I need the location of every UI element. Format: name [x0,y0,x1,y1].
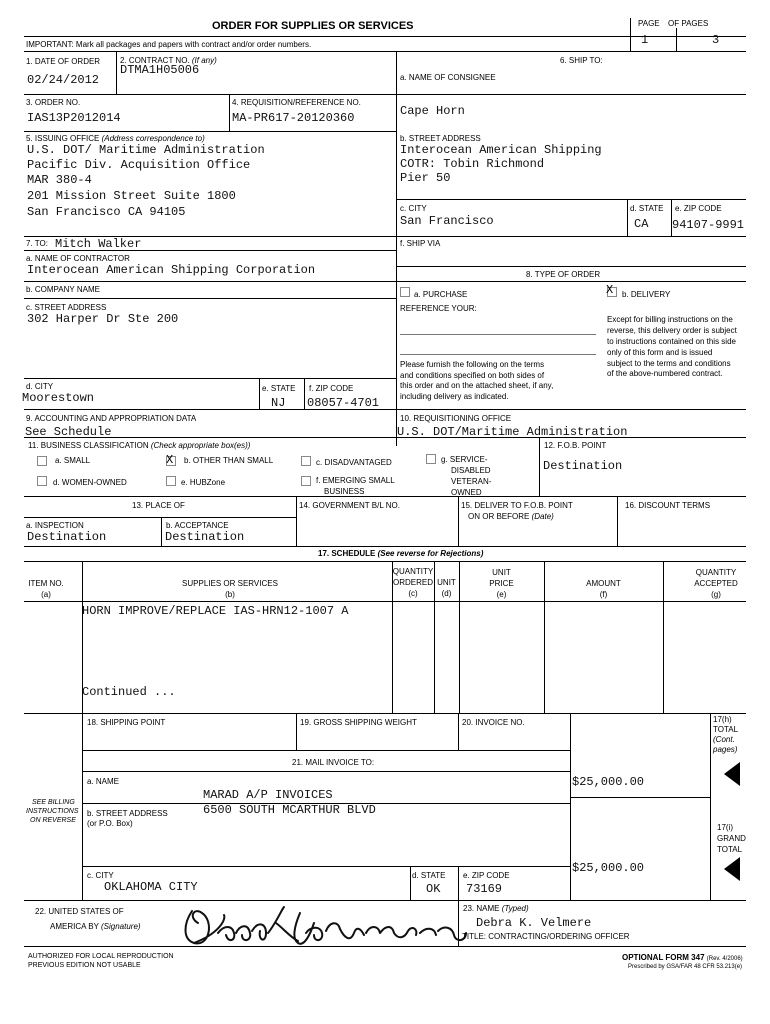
rule [24,378,396,379]
ship-street-line: Pier 50 [400,171,451,185]
name-typed-text: 23. NAME [463,904,500,913]
see-billing-note: SEE BILLING [32,799,75,806]
billing-note-line: only of this form and is issued [607,348,713,357]
other-than-small-label: b. OTHER THAN SMALL [184,456,274,465]
requisition-no: MA-PR617-20120360 [232,111,355,125]
rule [676,28,677,51]
requisitioning-office-label: 10. REQUISITIONING OFFICE [400,414,512,423]
service-disabled-label: g. SERVICE- [441,455,488,464]
rule [570,713,571,900]
reference-line [400,334,596,335]
optional-form-text: OPTIONAL FORM 347 [622,953,705,962]
contractor-state-label: e. STATE [262,384,296,393]
billing-note-line: Except for billing instructions on the [607,315,733,324]
quantity-ordered-header: ORDERED [392,578,433,587]
total-17h-label: (Cont. [713,735,735,744]
service-disabled-label: VETERAN- [451,477,492,486]
contractor-street: 302 Harper Dr Ste 200 [27,312,179,326]
on-or-before-label [468,512,554,521]
grand-total-label: 17(i) [717,823,734,832]
rule [24,561,746,562]
acceptance-value: Destination [165,530,245,544]
to-label: 7. TO: [26,239,48,248]
other-than-small-check-mark: X [166,453,174,467]
acceptance-label: b. ACCEPTANCE [166,521,229,530]
prescribed-note: Prescribed by GSA/FAR 48 CFR 53.213(e) [628,964,743,970]
rule [24,496,746,497]
ship-zip: 94107-9991 [672,218,745,232]
contract-no: DTMA1H05006 [120,63,200,77]
on-or-before-text: ON OR BEFORE [468,512,530,521]
supplies-header: SUPPLIES OR SERVICES [182,579,278,588]
rule [24,546,746,547]
ship-state-label: d. STATE [630,204,664,213]
requisitioning-office: U.S. DOT/Maritime Administration [397,425,628,439]
accounting-value: See Schedule [25,425,112,439]
rule [458,496,459,546]
rule [630,18,631,51]
rule [24,900,746,901]
supplies-header: (b) [225,590,235,599]
important-note: IMPORTANT: Mark all packages and papers with contract and/or order numbers. [26,40,312,49]
consignee-label: a. NAME OF CONSIGNEE [400,73,496,82]
ship-via-label: f. SHIP VIA [400,239,441,248]
invoice-street-label: b. STREET ADDRESS [87,809,168,818]
rule [161,517,162,546]
america-by-label [50,922,141,931]
shipping-point-label: 18. SHIPPING POINT [87,718,166,727]
unit-price-header: (e) [496,590,507,599]
issuing-office-label-text: 5. ISSUING OFFICE [26,134,100,143]
rule [24,281,746,282]
billing-note-line: of the above-numbered contract. [607,369,723,378]
business-class-note: (Check appropriate box(es)) [150,441,251,450]
invoice-no-label: 20. INVOICE NO. [462,718,525,727]
rule [24,298,396,299]
ship-city: San Francisco [400,214,494,228]
emerging-small-label: f. EMERGING SMALL [316,476,395,485]
invoice-name: MARAD A/P INVOICES [203,788,333,802]
rule [24,51,746,52]
rule [627,199,628,236]
delivery-label: b. DELIVERY [622,290,671,299]
quantity-ordered-header: (c) [408,589,418,598]
rule [24,713,746,714]
item-no-header: ITEM NO. [28,579,64,588]
gross-weight-label: 19. GROSS SHIPPING WEIGHT [300,718,417,727]
issuing-office-line: MAR 380-4 [27,173,92,187]
contractor-zip-label: f. ZIP CODE [309,384,354,393]
hubzone-checkbox[interactable] [166,476,176,486]
ship-street-label: b. STREET ADDRESS [400,134,481,143]
rule [229,94,230,131]
unit-price-header: PRICE [489,579,514,588]
issuing-office-line: San Francisco CA 94105 [27,205,186,219]
name-typed-label [463,904,529,913]
contractor-name-label: a. NAME OF CONTRACTOR [26,254,130,263]
rule [458,713,459,750]
form-title: ORDER FOR SUPPLIES OR SERVICES [212,20,414,32]
contractor-state: NJ [271,396,286,410]
typed-note: (Typed) [501,904,529,913]
billing-note-line: to instructions contained on this side [607,337,736,346]
disadvantaged-label: c. DISADVANTAGED [316,458,392,467]
deliver-to-fob-label: 15. DELIVER TO F.O.B. POINT [461,501,573,510]
rule [304,378,305,409]
date-note: (Date) [531,512,554,521]
ship-state: CA [634,217,649,231]
disadvantaged-checkbox[interactable] [301,456,311,466]
furnish-note-line: and conditions specified on both sides of [400,371,545,380]
rule [24,36,746,37]
contractor-name: Interocean American Shipping Corporation [27,263,316,277]
contractor-city: Moorestown [22,391,95,405]
grand-total-label: GRAND [717,834,746,843]
page-label: PAGE [638,19,660,28]
inspection-label: a. INSPECTION [26,521,84,530]
delivery-check-mark: X [606,283,614,297]
rev-note: (Rev. 4/2006) [706,956,743,962]
date-of-order: 02/24/2012 [27,73,100,87]
govt-bl-label: 14. GOVERNMENT B/L NO. [299,501,400,510]
fob-point: Destination [543,459,623,473]
to-name: Mitch Walker [55,237,142,251]
service-disabled-checkbox[interactable] [426,454,436,464]
rule [24,409,746,410]
fob-point-label: 12. F.O.B. POINT [544,441,607,450]
rule [24,131,396,132]
invoice-city-label: c. CITY [87,871,114,880]
rule [539,437,540,496]
total-17h-label: 17(h) [713,715,732,724]
contract-no-note: (If any) [191,56,217,65]
continued-note: Continued ... [82,685,176,699]
item-no-header: (a) [41,590,51,599]
issuing-office-label [26,134,205,143]
contractor-street-label: c. STREET ADDRESS [26,303,107,312]
billing-note-line: subject to the terms and conditions [607,359,731,368]
rule [396,266,746,267]
contract-no-label-text: 2. CONTRACT NO. [120,56,190,65]
emerging-small-checkbox[interactable] [301,476,311,486]
authorized-note: AUTHORIZED FOR LOCAL REPRODUCTION [28,953,174,960]
issuing-office-line: U.S. DOT/ Maritime Administration [27,143,265,157]
rule [82,866,570,867]
grand-total-label: TOTAL [717,845,743,854]
place-of-label: 13. PLACE OF [132,501,185,510]
rule [82,771,570,772]
see-billing-note: INSTRUCTIONS [26,808,79,815]
invoice-city: OKLAHOMA CITY [104,880,198,894]
quantity-accepted-header: QUANTITY [695,568,737,577]
issuing-office-line: 201 Mission Street Suite 1800 [27,189,236,203]
type-of-order-label: 8. TYPE OF ORDER [526,270,601,279]
grand-total-arrow-icon [724,857,740,881]
company-name-label: b. COMPANY NAME [26,285,100,294]
purchase-checkbox[interactable] [400,287,410,297]
america-by-text: AMERICA BY [50,922,99,931]
quantity-accepted-header: ACCEPTED [694,579,738,588]
unit-price-header: UNIT [492,568,511,577]
furnish-note-line: including delivery as indicated. [400,392,509,401]
issuing-office-line: Pacific Div. Acquisition Office [27,158,251,172]
contractor-city-label: d. CITY [26,382,54,391]
officer-name: Debra K. Velmere [476,916,592,930]
see-billing-note: ON REVERSE [30,817,76,824]
service-disabled-label: OWNED [451,488,482,497]
women-owned-label: d. WOMEN-OWNED [53,478,127,487]
purchase-label: a. PURCHASE [414,290,468,299]
rule [410,866,411,900]
reference-your-label: REFERENCE YOUR: [400,304,477,313]
rule [24,437,746,438]
schedule-label [318,549,483,558]
schedule-note: (See reverse for Rejections) [377,549,484,558]
small-label: a. SMALL [55,456,91,465]
amount-header: (f) [599,590,608,599]
unit-header: (d) [441,589,452,598]
consignee: Cape Horn [400,104,465,118]
furnish-note-line: this order and on the attached sheet, if any, [400,381,554,390]
business-class-label-text: 11. BUSINESS CLASSIFICATION [28,441,149,450]
rule [570,797,710,798]
signature-note: (Signature) [101,922,141,931]
total-17h-label: pages) [713,745,738,754]
ship-street-line: COTR: Tobin Richmond [400,157,545,171]
contractor-zip: 08057-4701 [307,396,380,410]
reference-line [400,354,596,355]
accounting-label: 9. ACCOUNTING AND APPROPRIATION DATA [26,414,197,423]
ship-city-label: c. CITY [400,204,427,213]
total-arrow-icon [724,762,740,786]
rule [82,750,570,751]
ship-to-label: 6. SHIP TO: [560,56,603,65]
of-pages-label: OF PAGES [668,19,709,28]
amount-header: AMOUNT [586,579,621,588]
grand-total: $25,000.00 [572,861,645,875]
invoice-zip: 73169 [466,882,503,896]
rule [296,496,297,546]
rule [396,199,746,200]
invoice-zip-label: e. ZIP CODE [463,871,510,880]
issuing-office-note: (Address correspondence to) [101,134,205,143]
rule [396,51,397,446]
schedule-text: 17. SCHEDULE [318,549,376,558]
po-box-label: (or P.O. Box) [87,819,133,828]
quantity-accepted-header: (g) [711,590,721,599]
ship-street-line: Interocean American Shipping [400,143,602,157]
inspection-value: Destination [27,530,107,544]
rule [24,94,746,95]
women-owned-checkbox[interactable] [37,476,47,486]
order-no-label: 3. ORDER NO. [26,98,81,107]
furnish-note-line: Please furnish the following on the terms [400,360,545,369]
rule [296,713,297,750]
business-class-label [28,441,250,450]
pages-total: 3 [712,33,720,47]
item-description: HORN IMPROVE/REPLACE IAS-HRN12-1007 A [82,604,349,618]
ship-zip-label: e. ZIP CODE [675,204,722,213]
invoice-name-label: a. NAME [87,777,120,786]
hubzone-label: e. HUBZone [181,478,226,487]
usa-label: 22. UNITED STATES OF [35,907,124,916]
previous-edition-note: PREVIOUS EDITION NOT USABLE [28,962,141,969]
handwritten-signature [180,903,470,951]
billing-note-line: reverse, this delivery order is subject [607,326,737,335]
rule [116,51,117,94]
total-amount: $25,000.00 [572,775,645,789]
mail-invoice-label: 21. MAIL INVOICE TO: [292,758,375,767]
small-checkbox[interactable] [37,456,47,466]
rule [617,496,618,546]
rule [259,378,260,409]
requisition-label: 4. REQUISITION/REFERENCE NO. [232,98,361,107]
order-no: IAS13P2012014 [27,111,121,125]
discount-terms-label: 16. DISCOUNT TERMS [625,501,711,510]
rule [24,601,746,602]
quantity-ordered-header: QUANTITY [392,567,434,576]
invoice-state-label: d. STATE [412,871,446,880]
rule [710,713,711,900]
unit-header: UNIT [437,578,456,587]
emerging-small-label: BUSINESS [324,487,365,496]
service-disabled-label: DISABLED [451,466,491,475]
invoice-state: OK [426,882,441,896]
rule [24,517,296,518]
invoice-street: 6500 SOUTH MCARTHUR BLVD [203,803,376,817]
total-17h-label: TOTAL [713,725,739,734]
page-number: 1 [641,33,649,47]
officer-title: TITLE: CONTRACTING/ORDERING OFFICER [462,932,630,941]
date-of-order-label: 1. DATE OF ORDER [26,57,101,66]
